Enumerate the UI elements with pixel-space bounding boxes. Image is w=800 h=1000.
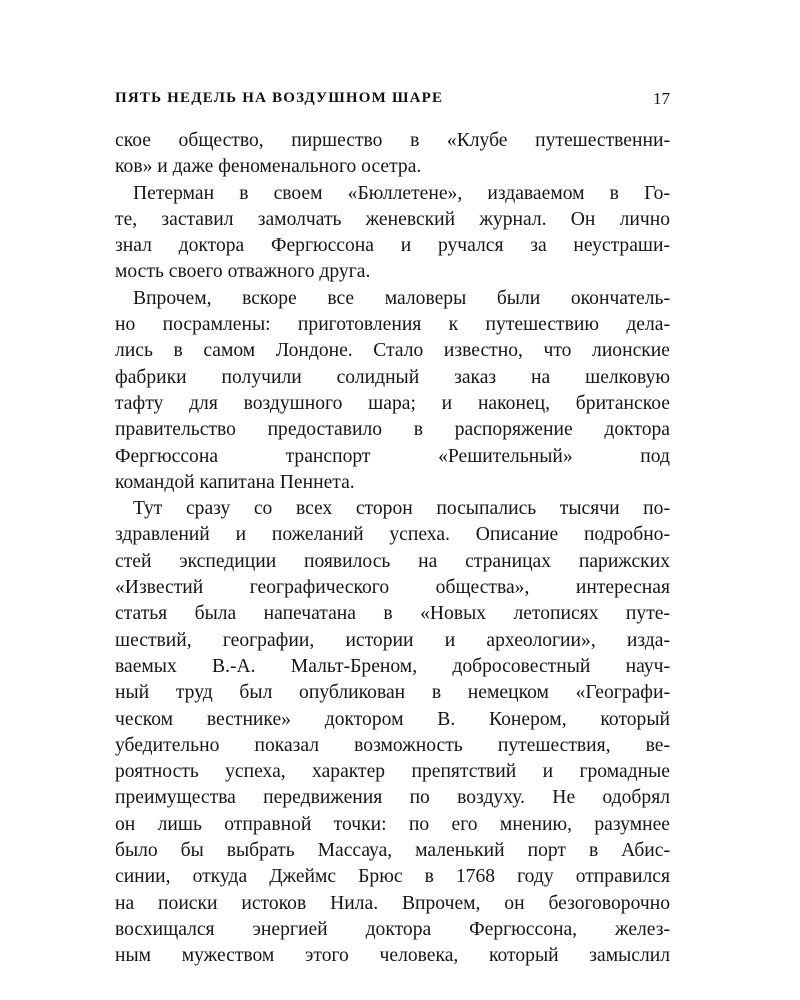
paragraph-first-line: Впрочем, вскоре все маловеры были окончатель- <box>133 287 670 309</box>
text-line: мость своего отважного друга. <box>115 261 371 283</box>
text-line: он лишь отправной точки: по его мнению, разумнее <box>115 813 670 835</box>
paragraph-first-line: Тут сразу со всех сторон посыпались тысячи по- <box>133 498 670 520</box>
text-line: стей экспедиции появилось на страницах парижских <box>115 550 670 572</box>
text-line: ческом вестнике» доктором В. Конером, который <box>115 708 670 730</box>
text-line: ный труд был опубликован в немецком «Географи- <box>115 682 670 704</box>
text-line: знал доктора Фергюссона и ручался за неустраши- <box>115 235 670 257</box>
text-line: ское общество, пиршество в «Клубе путешественни- <box>115 130 670 151</box>
body-text <box>115 128 670 970</box>
text-line: лись в самом Лондоне. Стало известно, что лионские <box>115 340 670 362</box>
text-line: шествий, географии, истории и археологии», изда- <box>115 629 670 651</box>
text-line: ков» и даже феноменального осетра. <box>115 156 422 178</box>
text-line: правительство предоставило в распоряжение доктора <box>115 419 670 441</box>
text-line: синии, откуда Джеймс Брюс в 1768 году отправился <box>115 866 670 888</box>
text-line: «Известий географического общества», интересная <box>115 577 670 599</box>
text-line: здравлений и пожеланий успеха. Описание подробно- <box>115 524 670 546</box>
text-line: ным мужеством этого человека, который замыслил <box>115 945 670 967</box>
text-line: роятность успеха, характер препятствий и громадные <box>115 761 670 783</box>
text-line: фабрики получили солидный заказ на шелковую <box>115 366 670 388</box>
text-line: ваемых В.-А. Мальт-Бреном, добросовестный науч- <box>115 655 670 677</box>
page-number: 17 <box>653 89 670 108</box>
text-line: преимущества передвижения по воздуху. Не одобрял <box>115 787 670 809</box>
text-line: но посрамлены: приготовления к путешествию дела- <box>115 314 670 336</box>
paragraph-first-line: Петерман в своем «Бюллетене», издаваемом в Го- <box>133 182 670 204</box>
text-line: Фергюссона транспорт «Решительный» под <box>115 445 670 467</box>
text-line: те, заставил замолчать женевский журнал. Он лично <box>115 208 670 230</box>
running-title: ПЯТЬ НЕДЕЛЬ НА ВОЗДУШНОМ ШАРЕ <box>115 90 444 106</box>
text-line: убедительно показал возможность путешествия, ве- <box>115 734 670 756</box>
text-line: на поиски истоков Нила. Впрочем, он безоговорочно <box>115 892 670 914</box>
page-header <box>115 90 670 114</box>
text-line: было бы выбрать Массауа, маленький порт в Абис- <box>115 840 670 862</box>
text-line: тафту для воздушного шара; и наконец, британское <box>115 392 670 414</box>
text-line: командой капитана Пеннета. <box>115 471 355 493</box>
text-line: статья была напечатана в «Новых летописях путе- <box>115 603 670 625</box>
text-line: восхищался энергией доктора Фергюссона, желез- <box>115 918 670 940</box>
